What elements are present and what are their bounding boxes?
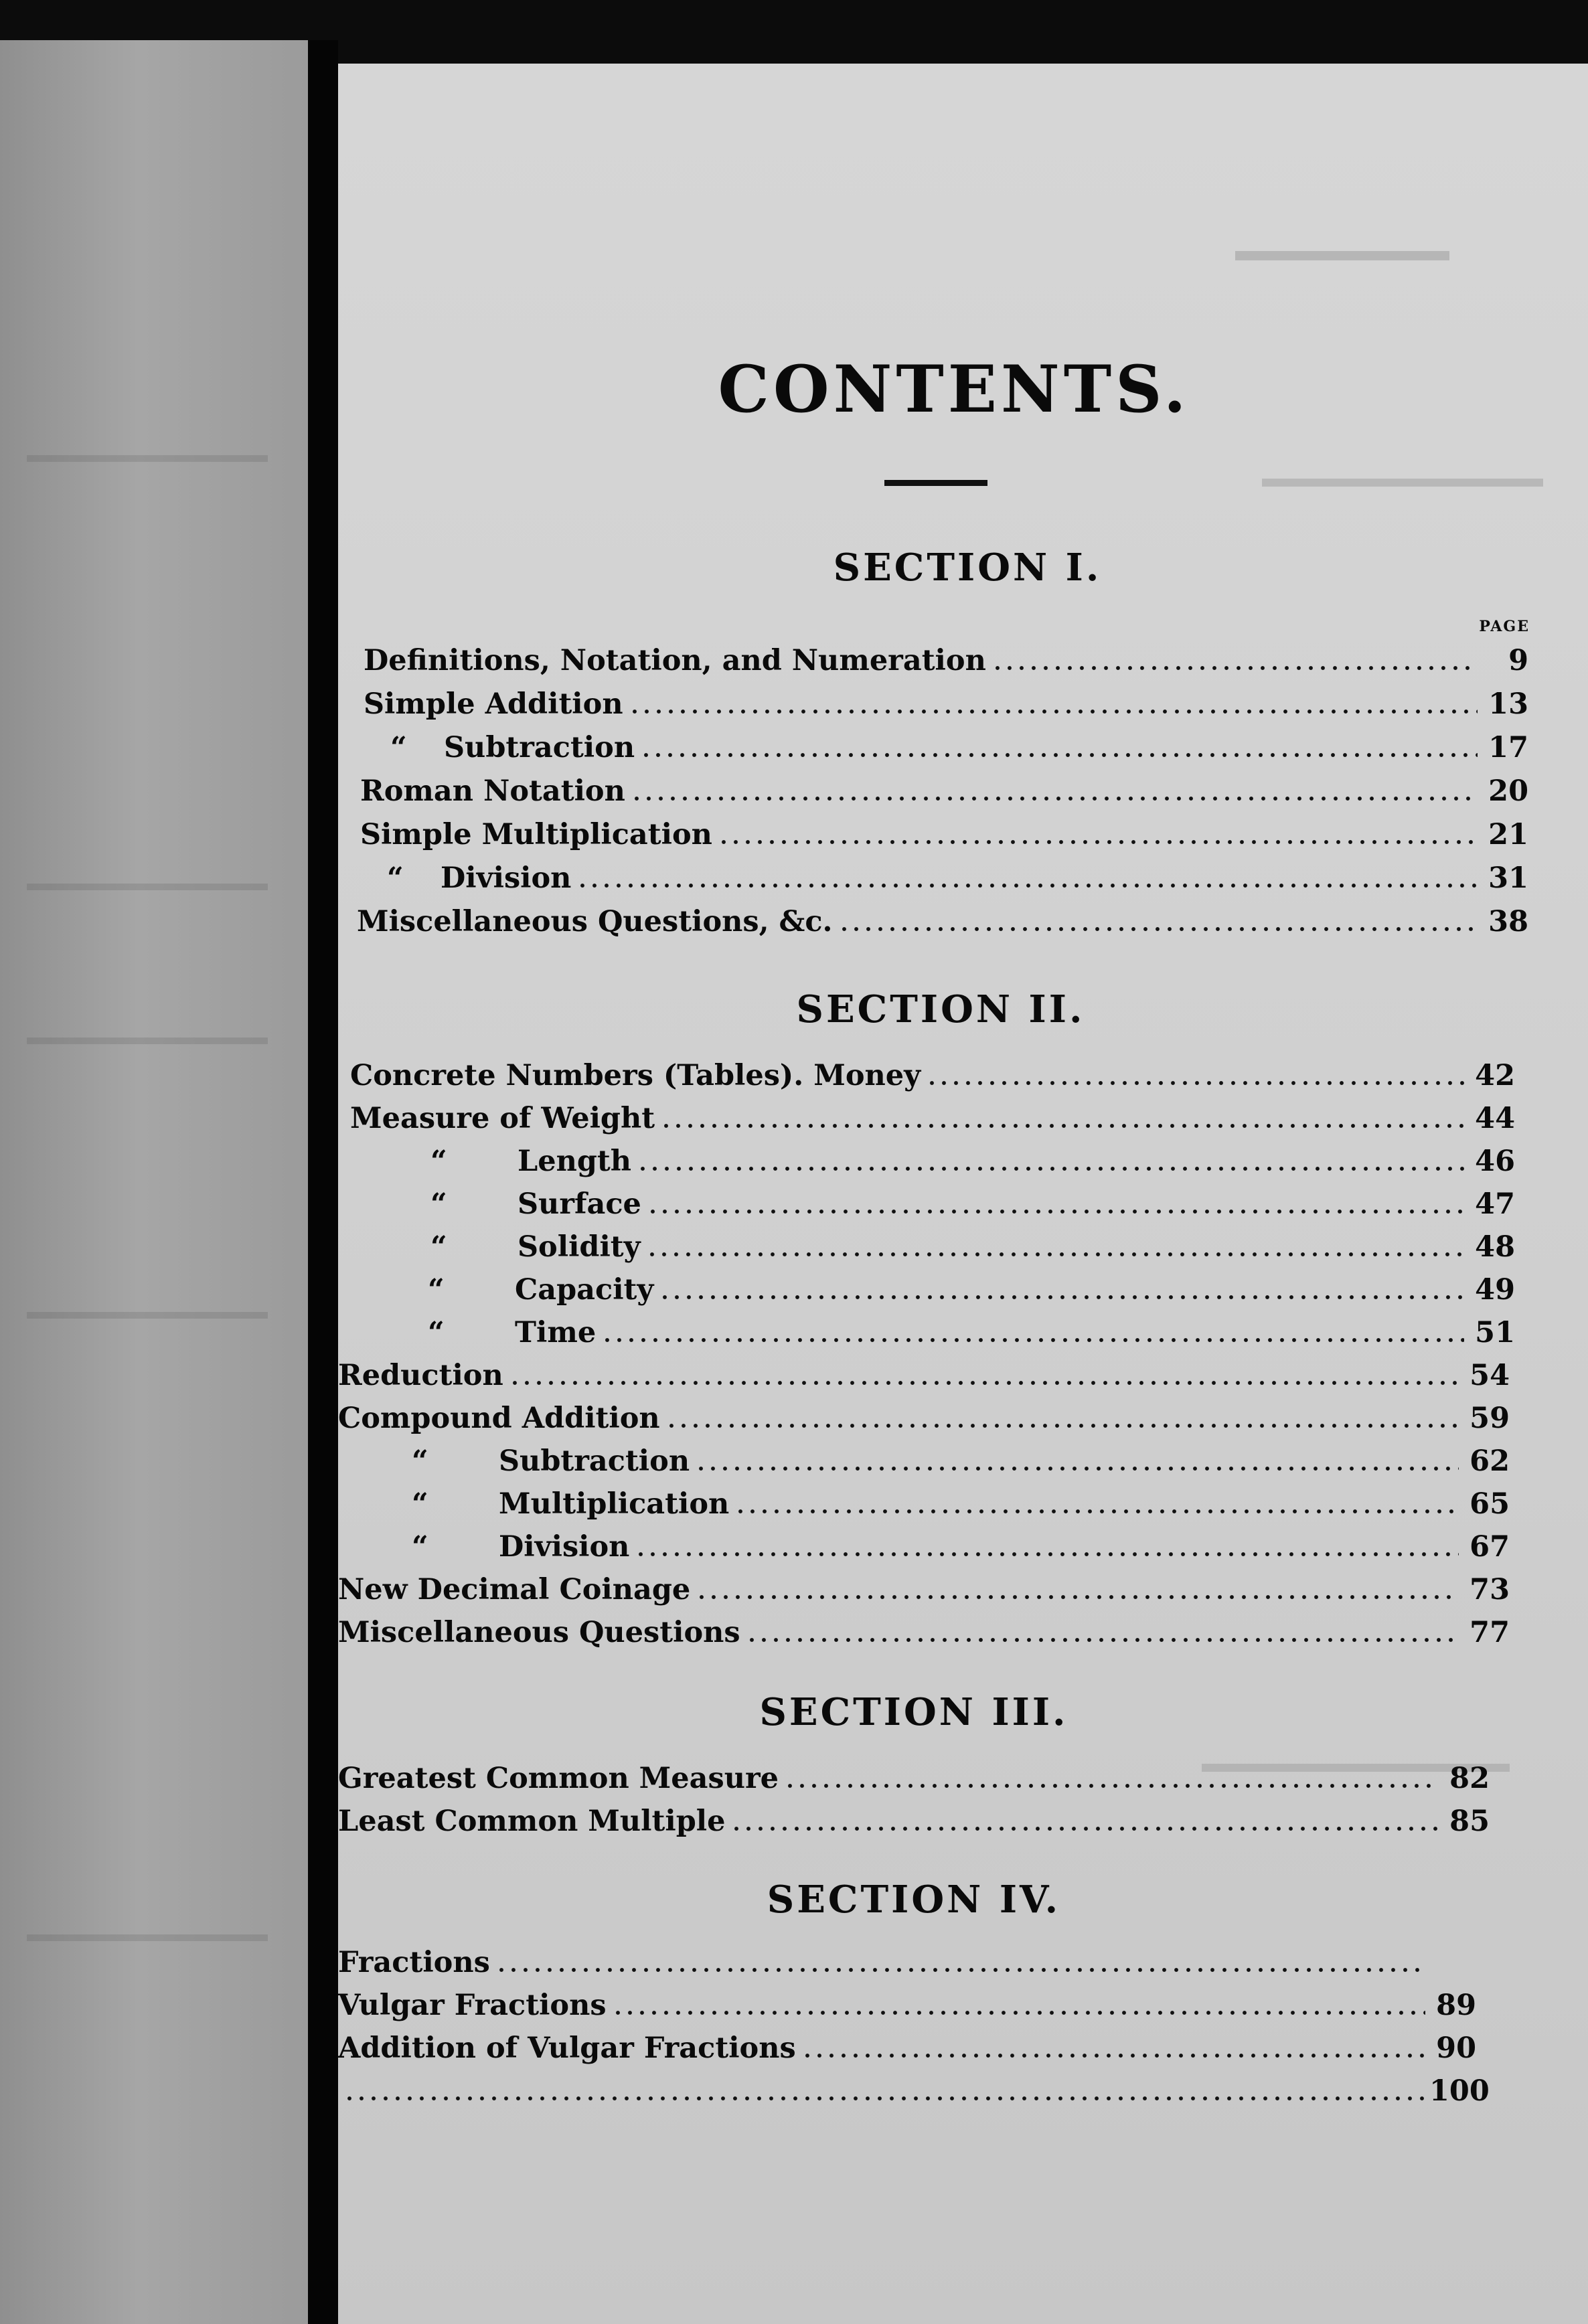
toc-entry: [338, 1347, 1510, 1390]
toc-entry: [338, 1977, 1476, 2020]
toc-entry: [347, 1262, 1515, 1305]
leader-dots: [718, 839, 1478, 845]
toc-entry: [338, 1750, 1490, 1793]
leader-dots: [926, 1080, 1464, 1086]
entry-page: 17: [1488, 731, 1528, 764]
entry-text: Division: [441, 861, 572, 895]
leader-dots: [660, 1123, 1464, 1129]
page-title: CONTENTS.: [718, 351, 1190, 427]
entry-page: 47: [1475, 1187, 1515, 1221]
entry-text: Subtraction: [444, 731, 635, 764]
toc-entry: [338, 1390, 1510, 1433]
entry-page: 48: [1475, 1230, 1515, 1264]
leader-dots: [631, 795, 1478, 802]
entry-label: [350, 1147, 631, 1176]
leader-dots: [343, 2095, 1425, 2102]
entry-text: Solidity: [518, 1230, 641, 1264]
entry-label: [364, 731, 635, 764]
leader-dots: [784, 1782, 1439, 1789]
entry-label: Fractions: [338, 1946, 490, 1979]
entry-label: Compound Addition: [338, 1402, 660, 1435]
section-heading: SECTION III.: [759, 1690, 1068, 1734]
leader-dots: [576, 882, 1478, 889]
entry-label: [347, 1273, 654, 1307]
toc-entry: [364, 633, 1528, 675]
leader-dots: [495, 1967, 1425, 1973]
entry-page: 46: [1475, 1145, 1515, 1178]
entry-text: Length: [518, 1145, 632, 1178]
ditto-mark: “: [412, 1487, 428, 1521]
bleed-through-text: [1235, 251, 1449, 260]
entry-text: Time: [515, 1316, 597, 1349]
book-gutter: [308, 40, 338, 2324]
facing-page-text-line: [27, 1312, 268, 1319]
entry-label: [350, 1230, 641, 1264]
ditto-mark: “: [430, 1230, 447, 1264]
toc-entry: [350, 1176, 1515, 1219]
bleed-through-text: [1262, 479, 1543, 487]
leader-dots: [646, 1251, 1464, 1258]
toc-entry: [338, 2063, 1490, 2108]
entry-page: 51: [1475, 1316, 1515, 1349]
leader-dots: [991, 665, 1478, 671]
entry-page: 85: [1449, 1805, 1490, 1838]
entry-page: 54: [1470, 1359, 1510, 1392]
entry-label: [347, 1316, 597, 1349]
facing-page-text-line: [27, 884, 268, 890]
entry-label: Concrete Numbers (Tables). Money: [350, 1059, 921, 1092]
entry-text: Surface: [518, 1187, 641, 1221]
entry-page: 89: [1436, 1989, 1476, 2022]
leader-dots: [695, 1465, 1459, 1472]
entry-label: [360, 861, 572, 895]
ditto-mark: “: [430, 1145, 447, 1178]
ditto-mark: “: [428, 1273, 445, 1307]
entry-label: Roman Notation: [360, 774, 625, 808]
toc-entry: [350, 1133, 1515, 1176]
entry-label: New Decimal Coinage: [338, 1573, 691, 1606]
entry-page: 77: [1470, 1616, 1510, 1649]
entry-text: Division: [499, 1530, 630, 1564]
entry-page: 9: [1508, 644, 1528, 677]
toc-entry: [338, 1793, 1490, 1836]
toc-entry: [350, 1090, 1515, 1133]
entry-page: 44: [1475, 1102, 1515, 1135]
leader-dots: [696, 1594, 1459, 1600]
toc-entry: [347, 1305, 1515, 1347]
leader-dots: [665, 1422, 1459, 1429]
entry-label: Vulgar Fractions: [338, 1989, 607, 2022]
toc-entry: [364, 720, 1528, 762]
title-rule: [884, 480, 987, 486]
toc-entry: [360, 850, 1528, 893]
toc-entry: [357, 894, 1528, 936]
entry-page: 20: [1488, 774, 1528, 808]
leader-dots: [730, 1825, 1439, 1832]
entry-page: 13: [1488, 687, 1528, 721]
leader-dots: [509, 1380, 1459, 1386]
entry-label: Greatest Common Measure: [338, 1762, 779, 1795]
facing-page-text-line: [27, 1038, 268, 1044]
entry-page: 73: [1470, 1573, 1510, 1606]
ditto-mark: “: [428, 1316, 445, 1349]
facing-page: [0, 40, 308, 2324]
entry-text: Capacity: [515, 1273, 654, 1307]
page-column-label: PAGE: [1479, 618, 1530, 635]
toc-entry: [360, 807, 1528, 849]
leader-dots: [635, 1551, 1459, 1558]
entry-page: 82: [1449, 1762, 1490, 1795]
section-heading: SECTION II.: [796, 987, 1085, 1031]
leader-dots: [637, 1165, 1464, 1172]
entry-page: 67: [1470, 1530, 1510, 1564]
entry-label: [338, 1444, 690, 1478]
section-heading: SECTION IV.: [767, 1878, 1061, 1922]
entry-page: 100: [1429, 2074, 1490, 2108]
entry-label: Miscellaneous Questions, &c.: [357, 905, 833, 938]
entry-label: Least Common Multiple: [338, 1805, 726, 1838]
leader-dots: [734, 1508, 1459, 1515]
ditto-mark: “: [390, 731, 407, 764]
entry-label: Simple Addition: [364, 687, 623, 721]
toc-entry: [338, 2020, 1476, 2063]
toc-entry: [338, 1934, 1476, 1977]
leader-dots: [640, 752, 1478, 758]
toc-entry: [338, 1562, 1510, 1604]
entry-label: [350, 1187, 641, 1221]
leader-dots: [746, 1637, 1459, 1643]
ditto-mark: “: [430, 1187, 447, 1221]
toc-entry: [338, 1476, 1510, 1519]
entry-page: 62: [1470, 1444, 1510, 1478]
contents-page: [338, 64, 1588, 2324]
toc-entry: [360, 763, 1528, 806]
ditto-mark: “: [412, 1530, 428, 1564]
toc-entry: [350, 1219, 1515, 1262]
entry-label: [338, 1530, 630, 1564]
leader-dots: [647, 1208, 1464, 1215]
entry-label: Definitions, Notation, and Numeration: [364, 644, 986, 677]
facing-page-text-line: [27, 1934, 268, 1941]
leader-dots: [659, 1294, 1464, 1301]
entry-label: Miscellaneous Questions: [338, 1616, 740, 1649]
entry-page: 59: [1470, 1402, 1510, 1435]
entry-page: 21: [1488, 818, 1528, 851]
leader-dots: [838, 926, 1478, 932]
leader-dots: [601, 1337, 1464, 1343]
toc-entry: [338, 1604, 1510, 1647]
entry-label: Simple Multiplication: [360, 818, 712, 851]
entry-label: Measure of Weight: [350, 1102, 655, 1135]
entry-page: 38: [1488, 905, 1528, 938]
section-heading: SECTION I.: [833, 546, 1102, 590]
entry-page: 65: [1470, 1487, 1510, 1521]
facing-page-text-line: [27, 455, 268, 462]
toc-entry: [338, 1433, 1510, 1476]
entry-page: 49: [1475, 1273, 1515, 1307]
entry-text: Multiplication: [499, 1487, 730, 1521]
ditto-mark: “: [412, 1444, 428, 1478]
entry-label: Reduction: [338, 1359, 503, 1392]
entry-page: 42: [1475, 1059, 1515, 1092]
entry-text: Subtraction: [499, 1444, 690, 1478]
toc-entry: [350, 1048, 1515, 1090]
entry-label: Addition of Vulgar Fractions: [338, 2031, 796, 2065]
leader-dots: [629, 708, 1478, 715]
entry-page: 31: [1488, 861, 1528, 895]
entry-page: 90: [1436, 2031, 1476, 2065]
entry-label: [338, 1487, 730, 1521]
toc-entry: [364, 676, 1528, 719]
toc-entry: [338, 1519, 1510, 1562]
leader-dots: [801, 2052, 1425, 2059]
ditto-mark: “: [387, 861, 404, 895]
leader-dots: [612, 2009, 1425, 2016]
